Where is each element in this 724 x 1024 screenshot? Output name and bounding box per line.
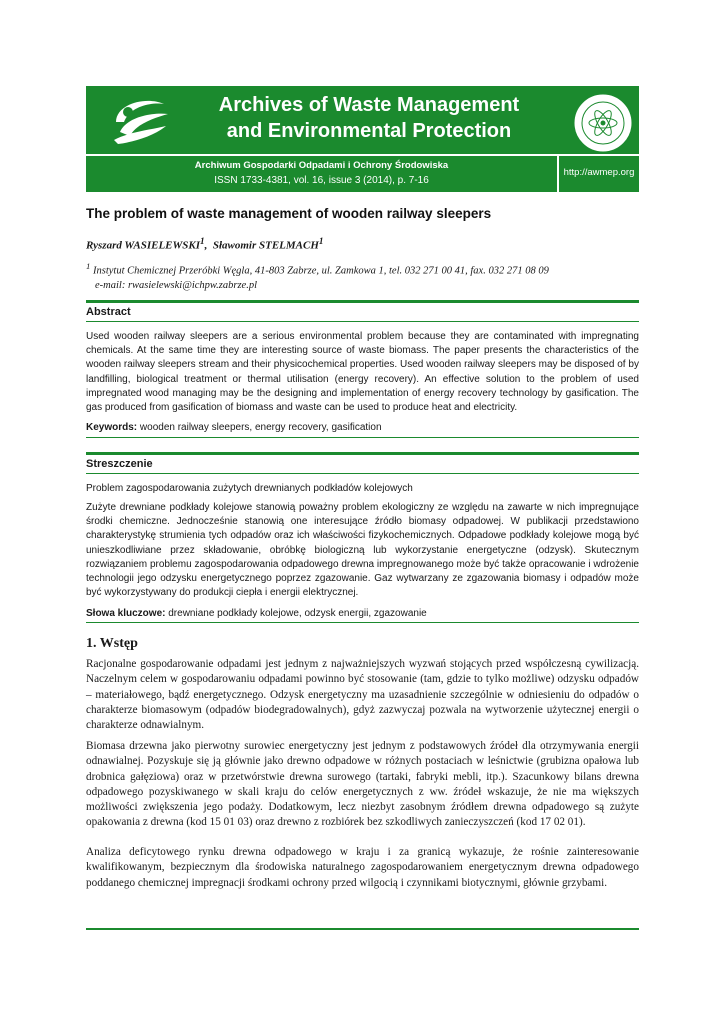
affiliation-marker: 1 (86, 261, 91, 271)
journal-logo-icon (106, 92, 178, 148)
author-1-affil: 1 (200, 236, 205, 246)
abstract-bottom-rule (86, 437, 639, 438)
journal-title (182, 92, 556, 144)
keywords-list: wooden railway sleepers, energy recovery, gasification (139, 422, 382, 433)
paragraph-3: Analiza deficytowego rynku drewna odpadowego w kraju i za granicą wykazuje, że rośnie zainteresowanie kwalifikowanym, bezpiecznym dla środowiska naturalnego zagospodarowaniem energetycznym drewna odpadowego poddanego chemicznej impregnacji środkami ochrony przed wilgocią i czynnikami biotycznymi, głównie grzybami. (86, 846, 639, 889)
streszczenie-text: Zużyte drewniane podkłady kolejowe stanowią poważny problem ekologiczny ze względu na zawarte w nich impregnujące środki chemiczne. Jednocześnie stanowią one interesujące źródło biomasy odpadowej. W publikacji przedstawiono charakterystykę strumienia tych odpadów oraz ich właściwości fizykochemicznych. Odpadowe podkłady kolejowe mogą być unieszkodliwiane przez składowanie, obróbkę biologiczną lub wykorzystanie energetyczne (odzysk). Skutecznym rozwiązaniem problemu zagospodarowania odpadowego drewna impregnowanego może być także opracowanie i wdrożenie technologii jego odzysku energetycznego poprzez zgazowanie. Gaz wytwarzany ze zgazowania biomasy i odpadów może być wykorzystywany do produkcji ciepła i energii elektrycznej. (86, 502, 639, 599)
abstract-top-rule (86, 300, 639, 303)
journal-title-line1: Archives of Waste Management (218, 94, 520, 116)
journal-header (86, 86, 639, 192)
author-2-affil: 1 (318, 236, 324, 246)
author-1: Ryszard WASIELEWSKI (86, 239, 201, 252)
header-subtitle-bar (86, 156, 557, 192)
abstract-heading-rule (86, 321, 639, 322)
streszczenie-top-rule (86, 452, 639, 455)
keywords-label: Keywords: (86, 422, 138, 433)
section-heading: 1. Wstęp (86, 636, 138, 651)
paper-title: The problem of waste management of wooden railway sleepers (86, 206, 492, 221)
header-banner (86, 86, 639, 154)
abstract-text: Used wooden railway sleepers are a serious environmental problem because they are contaminated with impregnating chemicals. At the same time they are interesting source of waste biomass. The paper presents the characteristics of the wooden railway sleepers stream and their physicochemical properties. Used wooden railway sleepers may be disposed of by landfilling, biological treatment or thermal utilisation (energy recovery). An effective solution to the problem of used impregnated wood managing may be the designing and implementation of energy recovery technology by gasification. The gas produced from gasification of biomass and waste can be used to produce heat and electricity. (86, 331, 639, 414)
streszczenie-heading-rule (86, 473, 639, 474)
journal-title-line2: and Environmental Protection (226, 120, 512, 142)
journal-issn: ISSN 1733-4381, vol. 16, issue 3 (2014), p. 7-16 (214, 175, 429, 186)
slowa-kluczowe-list: drewniane podkłady kolejowe, odzysk energii, zgazowanie (168, 608, 427, 619)
author-2: Sławomir STELMACH (212, 239, 319, 252)
streszczenie-keywords (86, 607, 639, 621)
paragraph-1: Racjonalne gospodarowanie odpadami jest jednym z najważniejszych wyzwań stojących przed współczesną cywilizacją. Naczelnym celem w gospodarowaniu odpadami powinno być stosowanie (tam, gdzie to tylko możliwe) odzysku odpadów – materiałowego, bądź energetycznego. Odzysk energetyczny ma uzasadnienie szczególnie w odniesieniu do odpadów o charakterze biomasowym (odpadów biodegradowalnych), gdyż zazwyczaj pozwala na wytworzenie użytecznej energii o charakterze odnawialnym. (86, 658, 639, 732)
streszczenie-heading: Streszczenie (86, 458, 153, 470)
affiliation-text: Instytut Chemicznej Przeróbki Węgla, 41-803 Zabrze, ul. Zamkowa 1, tel. 032 271 00 41, fax. 032 271 08 09 (93, 265, 549, 277)
streszczenie-title: Problem zagospodarowania zużytych drewnianych podkładów kolejowych (86, 483, 413, 494)
authors: Ryszard WASIELEWSKI$^1$, Sławomir STELMACH$^1$ (86, 236, 324, 252)
footer-rule (86, 928, 639, 930)
affiliation (86, 259, 639, 293)
abstract-heading: Abstract (86, 306, 131, 318)
paragraph-2: Biomasa drzewna jako pierwotny surowiec energetyczny jest jednym z podstawowych źródeł dla otrzymywania energii odnawialnej. Pozyskuje się ją głównie jako drewno odpadowe w różnych postaciach w leśnictwie (grubizna opałowa lub drobnica gałęziowa) oraz w przetwórstwie drewna surowego (tartaki, fabryki mebli, itp.). Szacunkowy bilans drewna odpadowego pozyskiwanego w skali kraju do celów energetycznych z ww. źródeł wskazuje, że nie ma większych możliwości zwiększenia jego podaży. Dodatkowym, lecz niezbyt zasobnym źródłem drewna odpadowego są zużyte opakowania z drewna (kod 15 01 03) oraz drewno z rozbiórek bez szkodliwych zanieczyszczeń (kod 17 02 01). (86, 740, 639, 829)
abstract-keywords (86, 421, 639, 435)
slowa-kluczowe-label: Słowa kluczowe: (86, 608, 166, 619)
journal-subtitle: Archiwum Gospodarki Odpadami i Ochrony Środowiska (194, 160, 449, 171)
journal-url[interactable]: http://awmep.org (563, 167, 635, 178)
header-url-box[interactable] (559, 156, 639, 192)
author-email: e-mail: rwasielewski@ichpw.zabrze.pl (95, 279, 257, 291)
society-seal-icon (572, 92, 634, 154)
streszczenie-bottom-rule (86, 622, 639, 623)
